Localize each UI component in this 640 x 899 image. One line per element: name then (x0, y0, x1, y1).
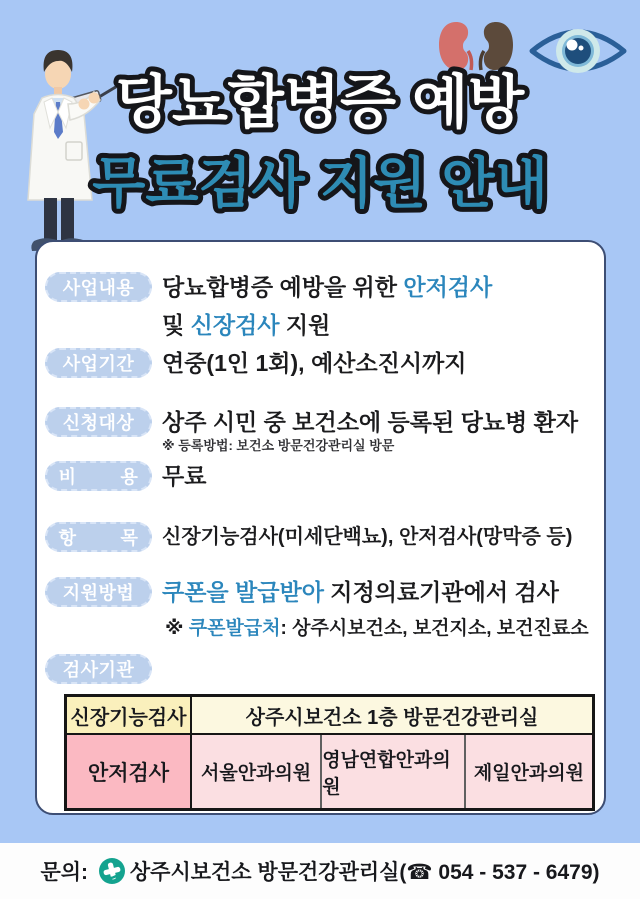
table-cell-clinic-1: 서울안과의원 (192, 735, 320, 808)
business-text-line1 (162, 272, 492, 302)
business-line2-pre: 및 (162, 312, 191, 338)
label-pill-cost: 비 용 (45, 461, 152, 491)
method-note-accent: 쿠폰발급처 (188, 618, 281, 639)
method-note-rest: : 상주시보건소, 보건지소, 보건진료소 (280, 618, 589, 639)
table-cell-kidney-location: 상주시보건소 1층 방문건강관리실 (192, 697, 592, 735)
business-line1-pre: 당뇨합병증 예방을 위한 (162, 274, 404, 300)
business-line2-accent: 신장검사 (190, 312, 280, 338)
cost-text: 무료 (162, 463, 207, 489)
method-note-prefix: ※ (165, 618, 189, 639)
contact-footer (0, 843, 640, 899)
table-cell-clinic-2: 영남연합안과의원 (320, 735, 464, 808)
poster-title (85, 58, 555, 144)
method-accent: 쿠폰을 발급받아 (162, 579, 324, 605)
business-line1-accent: 안저검사 (403, 274, 493, 300)
method-note (165, 617, 589, 641)
items-text: 신장기능검사(미세단백뇨), 안저검사(망막증 등) (162, 526, 573, 548)
target-text: 상주 시민 중 보건소에 등록된 당뇨병 환자 (162, 409, 579, 435)
poster-subtitle (75, 140, 565, 226)
method-text (162, 577, 559, 607)
label-pill-period: 사업기간 (45, 348, 152, 378)
contact-text: 상주시보건소 방문건강관리실(☎ 054 - 537 - 6479) (129, 861, 600, 884)
contact-label: 문의: (40, 861, 94, 884)
method-rest: 지정의료기관에서 검사 (323, 579, 559, 605)
info-card (35, 240, 606, 815)
poster-subtitle-text: 무료검사 지원 안내 (92, 152, 548, 214)
label-pill-agency: 검사기관 (45, 654, 152, 684)
exam-table (64, 694, 595, 811)
health-center-logo-icon (99, 858, 125, 884)
period-text: 연중(1인 1회), 예산소진시까지 (162, 350, 467, 376)
business-line2-post: 지원 (279, 312, 331, 338)
label-pill-method: 지원방법 (45, 577, 152, 607)
table-cell-clinic-3: 제일안과의원 (464, 735, 592, 808)
label-pill-target: 신청대상 (45, 407, 152, 437)
business-text-line2 (162, 310, 330, 340)
label-pill-business: 사업내용 (45, 272, 152, 302)
poster-title-text: 당뇨합병증 예방 (115, 70, 525, 135)
target-note: ※ 등록방법: 보건소 방문건강관리실 방문 (162, 438, 395, 453)
table-header-eye-test: 안저검사 (67, 735, 192, 808)
table-header-kidney-test: 신장기능검사 (67, 697, 192, 735)
label-pill-items: 항 목 (45, 522, 152, 552)
